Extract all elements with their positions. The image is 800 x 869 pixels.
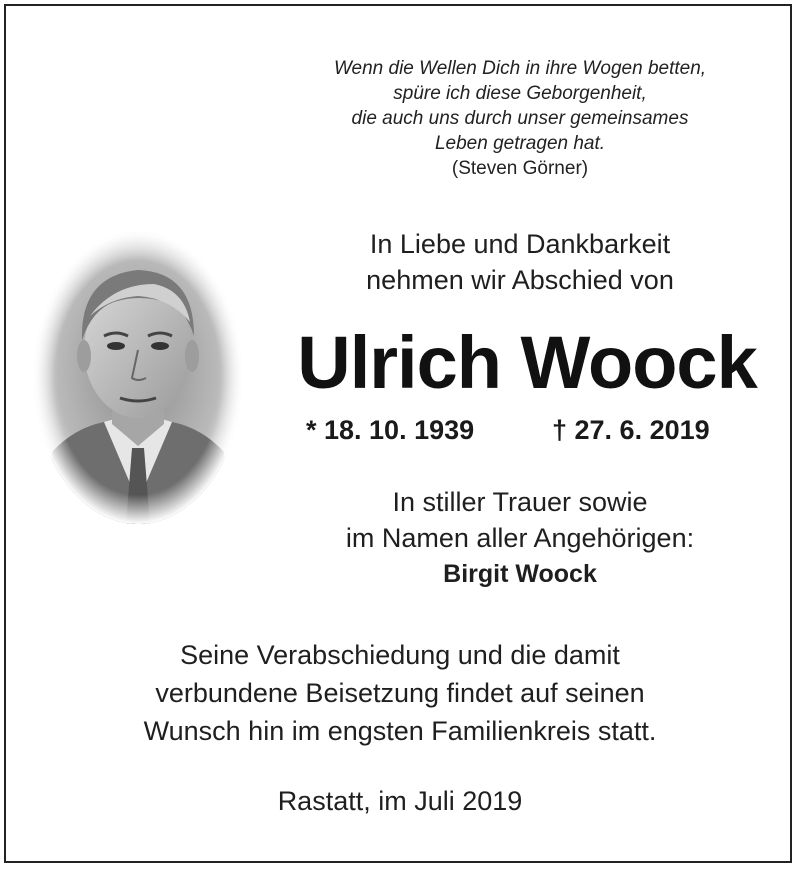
poem-line: spüre ich diese Geborgenheit,: [393, 83, 647, 104]
poem-line: Wenn die Wellen Dich in ihre Wogen betten,: [333, 58, 707, 79]
intro-line: In Liebe und Dankbarkeit: [369, 229, 671, 259]
intro-line: nehmen wir Abschied von: [366, 265, 674, 295]
poem-line: Leben getragen hat.: [434, 133, 606, 154]
notice-line: Seine Verabschiedung und die damit: [180, 640, 620, 670]
poem-block: [250, 56, 790, 181]
deceased-name: Ulrich Woock: [297, 321, 757, 404]
mourners-block: [270, 484, 770, 592]
life-dates: [290, 410, 770, 450]
notice-line: Wunsch hin im engsten Familienkreis statt.: [143, 716, 657, 746]
death-date: † 27. 6. 2019: [552, 415, 710, 445]
portrait-illustration: [34, 232, 242, 524]
funeral-notice: [40, 636, 760, 750]
birth-date: * 18. 10. 1939: [306, 415, 475, 445]
mourners-line: im Namen aller Angehörigen:: [345, 523, 695, 553]
mourner-name: Birgit Woock: [443, 560, 597, 588]
place-and-date: Rastatt, im Juli 2019: [277, 786, 523, 816]
poem-line: die auch uns durch unser gemeinsames: [351, 108, 689, 129]
intro-text: [270, 226, 770, 298]
mourners-line: In stiller Trauer sowie: [392, 487, 648, 517]
notice-line: verbundene Beisetzung findet auf seinen: [155, 678, 645, 708]
poem-author: (Steven Görner): [451, 158, 589, 179]
portrait-photo: [34, 232, 242, 524]
